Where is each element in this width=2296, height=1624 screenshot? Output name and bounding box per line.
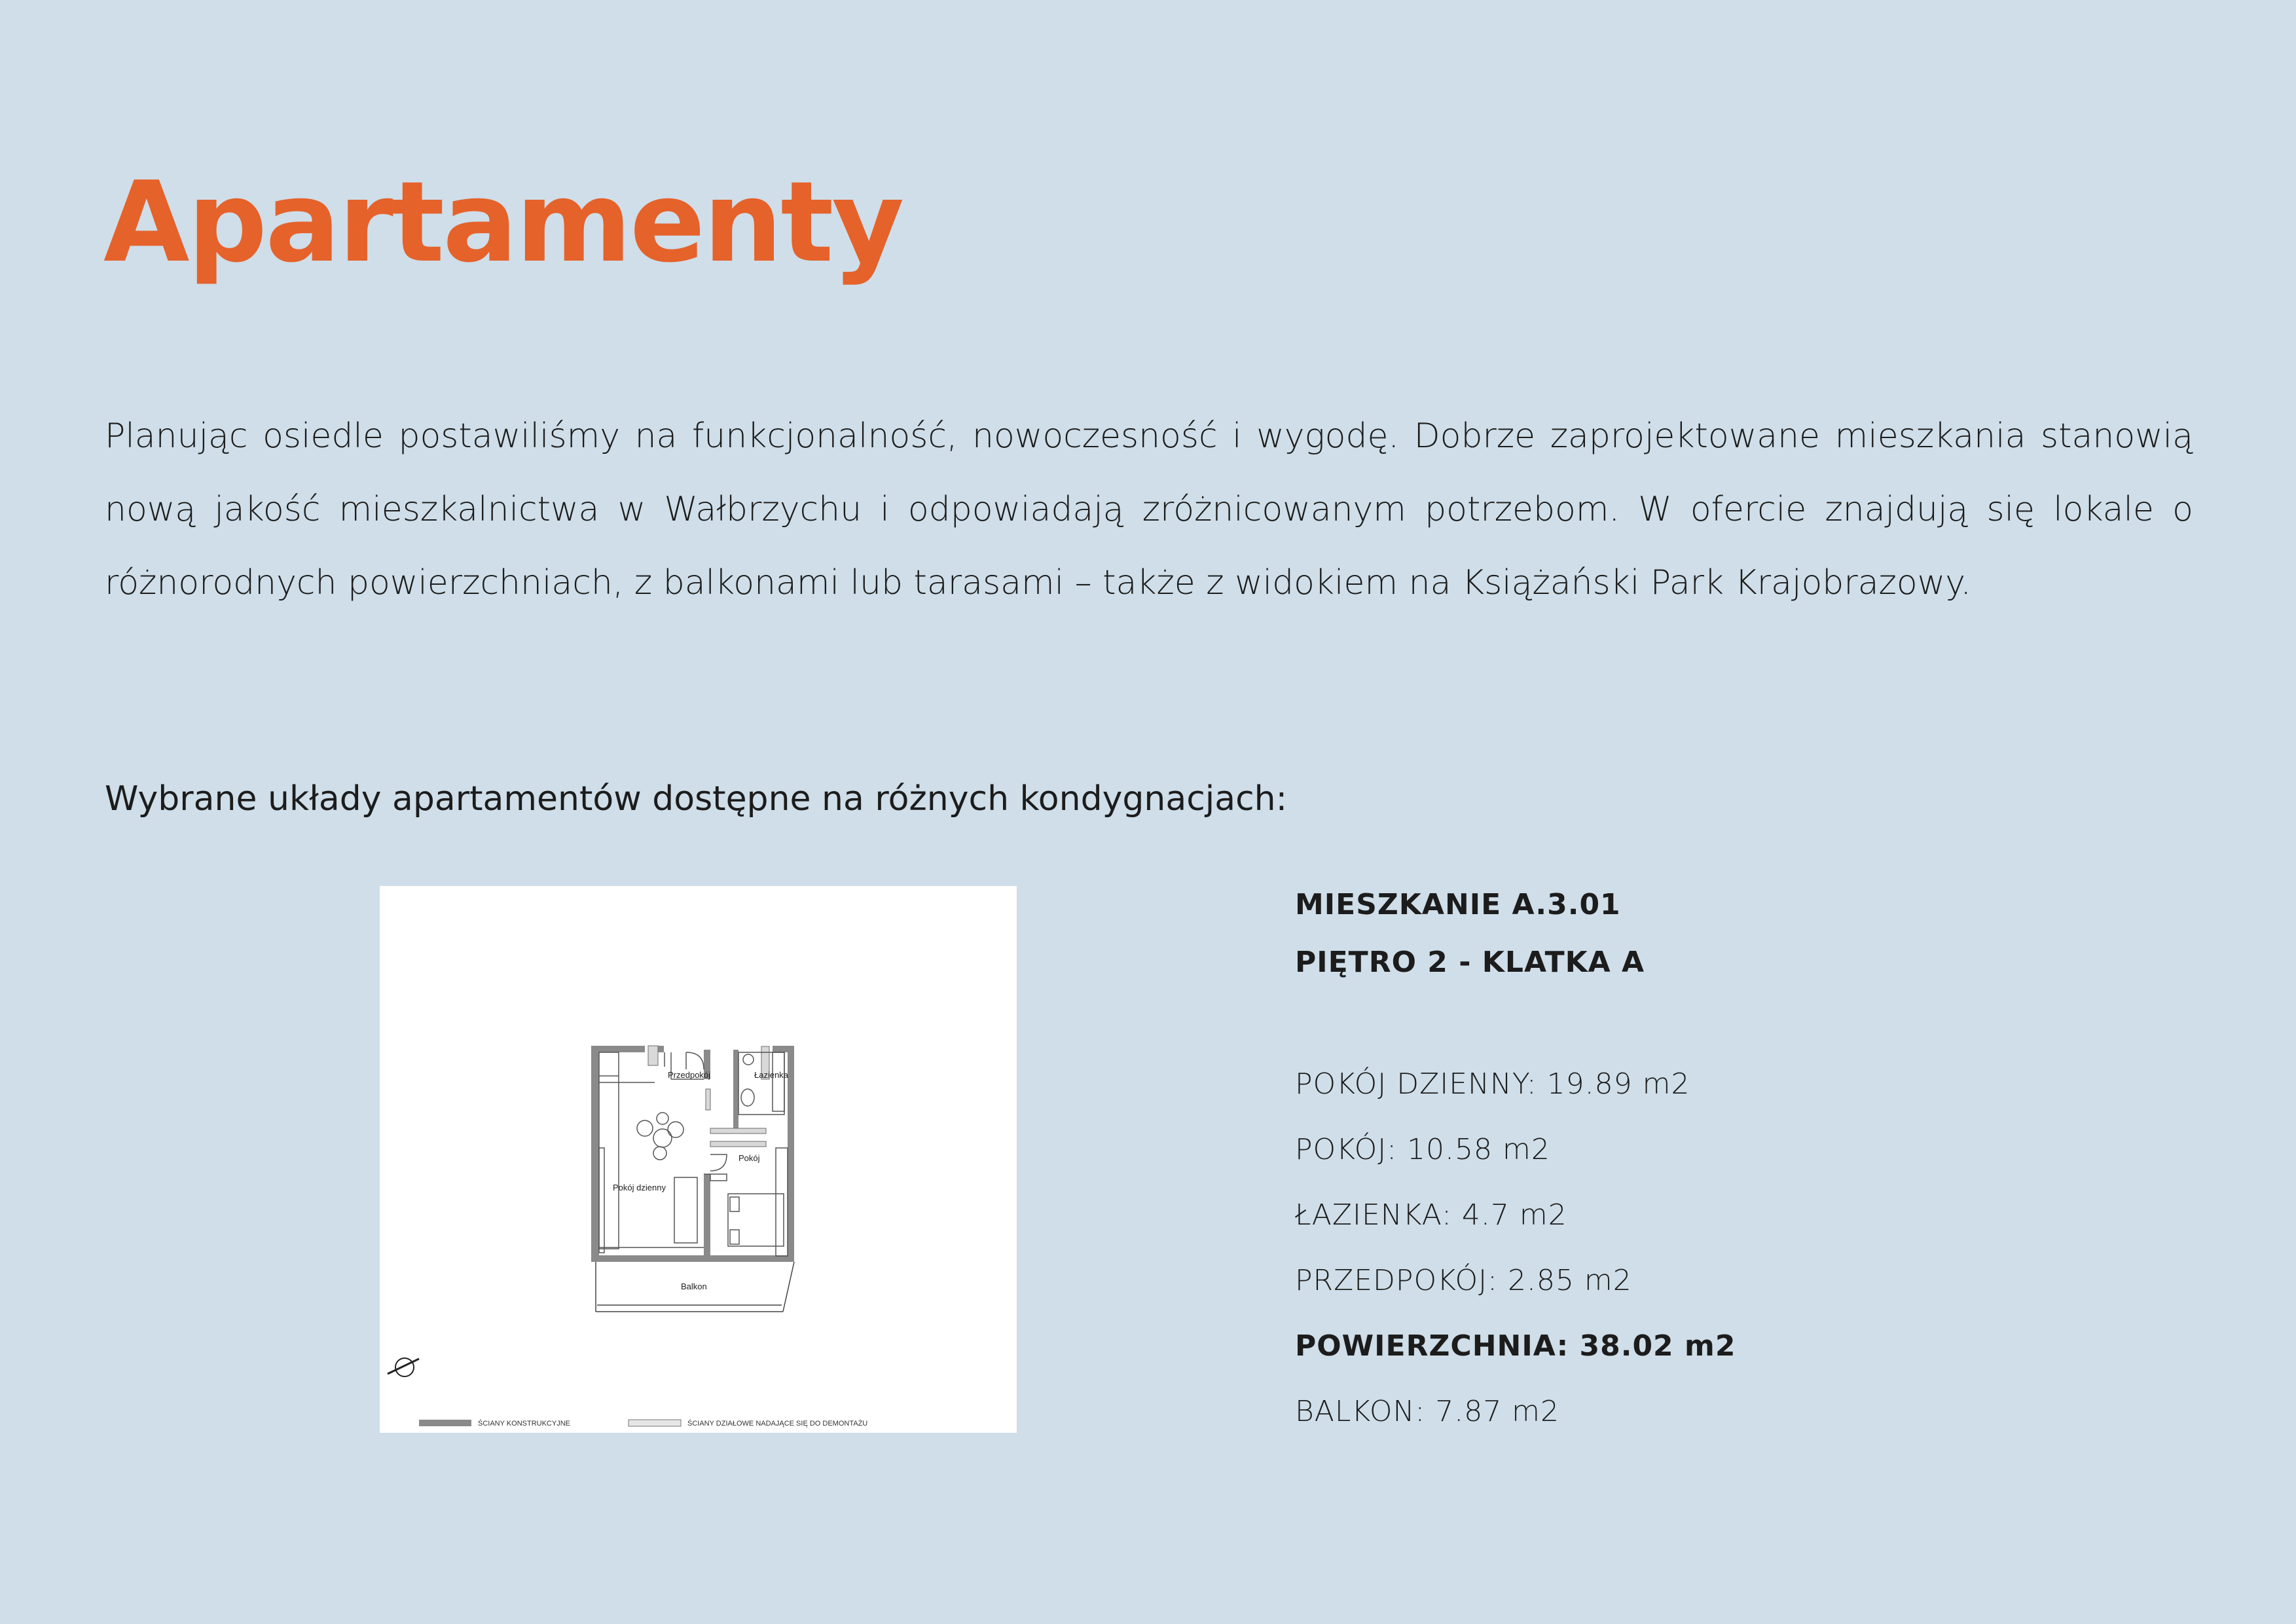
balcony-area: BALKON: 7.87 m2: [1295, 1395, 1560, 1428]
legend-label-removable: ŚCIANY DZIAŁOWE NADAJĄCE SIĘ DO DEMONTAŻU: [687, 1420, 868, 1428]
floor-plan-drawing: [380, 886, 1017, 1433]
layouts-heading: Wybrane układy apartamentów dostępne na różnych kondygnacjach:: [105, 779, 1288, 819]
page-title: Apartamenty: [103, 158, 903, 287]
apartment-name: MIESZKANIE A.3.01: [1295, 888, 1621, 921]
apartment-floor: PIĘTRO 2 - KLATKA A: [1295, 946, 1645, 979]
legend-swatch-removable: [629, 1420, 681, 1426]
legend-label-structural: ŚCIANY KONSTRUKCYJNE: [478, 1420, 570, 1428]
apartment-specs: [1295, 876, 2081, 1445]
room-label-balcony: Balkon: [681, 1282, 707, 1291]
legend-swatch-structural: [419, 1420, 471, 1426]
room-area-bedroom: POKÓJ: 10.58 m2: [1295, 1133, 1550, 1166]
plan-legend: [419, 1419, 867, 1428]
room-label-hall: Przedpokój: [668, 1070, 711, 1080]
room-area-bathroom: ŁAZIENKA: 4.7 m2: [1295, 1198, 1567, 1232]
room-area-hall: PRZEDPOKÓJ: 2.85 m2: [1295, 1264, 1632, 1297]
room-label-bathroom: Łazienka: [754, 1070, 789, 1080]
room-label-living: Pokój dzienny: [613, 1183, 666, 1192]
intro-paragraph: Planując osiedle postawiliśmy na funkcjonalność, nowoczesność i wygodę. Dobrze zaprojektowane mieszkania stanowią nową jakość mieszkalnictwa w Wałbrzychu i odpowiadają zróżnicowanym potrzebom. W ofercie znajdują się lokale o różnorodnych powierzchniach, z balkonami lub tarasami – także z widokiem na Książański Park Krajobrazowy.: [105, 416, 2193, 602]
compass-icon: [388, 1358, 419, 1376]
floor-plan-image: [380, 886, 1017, 1433]
total-area: POWIERZCHNIA: 38.02 m2: [1295, 1329, 1736, 1363]
room-label-bedroom: Pokój: [738, 1153, 760, 1163]
room-area-living: POKÓJ DZIENNY: 19.89 m2: [1295, 1067, 1690, 1101]
